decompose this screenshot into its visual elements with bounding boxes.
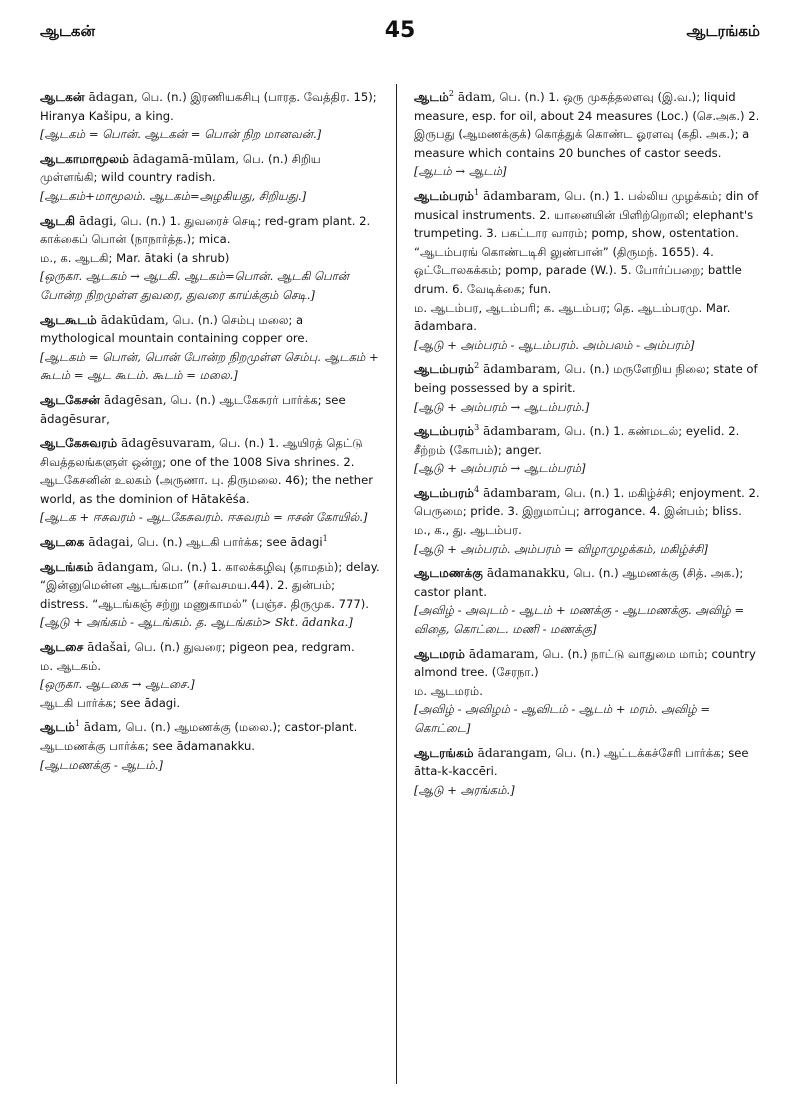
transliteration: ādam, bbox=[83, 720, 122, 735]
definition: பெ. (n.) நாட்டு வாதுமை மாம்; country almond tree. (சேரநா.) bbox=[414, 646, 756, 680]
definition: பெ. (n.) 1. கண்மடல்; eyelid. 2. சீற்றம் (கோபம்); anger. bbox=[414, 424, 740, 457]
cognates: ம. ஆடமரம். bbox=[414, 683, 483, 698]
headword: ஆடகாமாமூலம் bbox=[40, 151, 129, 166]
transliteration: ādamaram, bbox=[468, 646, 539, 661]
headword: ஆடசை bbox=[40, 640, 84, 655]
dictionary-entry bbox=[414, 645, 762, 738]
transliteration: ādagēsan, bbox=[104, 392, 167, 407]
transliteration: ādamanakku, bbox=[486, 566, 570, 581]
transliteration: ādakūdam, bbox=[100, 312, 169, 327]
definition: பெ. (n.) 1. ஒரு முகத்தலளவு (இ.வ.); liquid measure, esp. for oil, about 24 measures (Loc.) (செ.அக.) 2. இருபது (ஆமணக்குக்) கொத்துக் கொண்ட ஓரளவு (கதி. அக.); a measure which contains 20 bunches of castor seeds. bbox=[414, 90, 760, 160]
dictionary-entry: ஆடம்பரம்$^1$ ādambaram, பெ. (n.) 1. பல்லிய முழக்கம்; din of musical instruments. 2. யானையின் பிளிற்றொலி; elephant's trumpeting. 3. பகட்டார வாரம்; pomp, show, ostentation. “ஆடம்பரங் கொண்டடிசி லுண்பான்” (திருமந். 1655). 4. ஒட்டோலகக்கம்; pomp, parade (W.). 5. போர்ப்பறை; battle drum. 6. வேடிக்கை; fun. ம. ஆடம்பர, ஆடம்பரி; க. ஆடம்பர; தெ. ஆடம்பரமு. Mar. ādambara. [ஆடு + அம்பரம் - ஆடம்பரம். அம்பலம் - அம்பரம்] bbox=[414, 187, 762, 354]
etymology: [ஆடு + அரங்கம்.] bbox=[414, 782, 515, 797]
definition: பெ. (n.) 1. மகிழ்ச்சி; enjoyment. 2. பெருமை; pride. 3. இறுமாப்பு; arrogance. 4. இன்பம்; bliss. bbox=[414, 485, 760, 519]
transliteration: ādambaram, bbox=[483, 362, 561, 377]
headword: ஆடம்பரம் bbox=[414, 362, 475, 377]
transliteration: ādagamā-mūlam, bbox=[132, 151, 240, 166]
etymology: [ஆடம் → ஆடம்] bbox=[414, 164, 507, 179]
dictionary-entry bbox=[40, 311, 380, 385]
transliteration: ādagēsuvaram, bbox=[121, 436, 216, 451]
etymology: [அவிழ் - அவிழம் - ஆவிடம் - ஆடம் + மரம். அவிழ் = கொட்டை] bbox=[414, 702, 711, 735]
right-column bbox=[414, 88, 762, 1088]
definition: பெ. (n.) 1. துவரைச் செடி; red-gram plant. 2. காக்கைப் பொன் (நாநார்த்த.); mica. bbox=[40, 213, 371, 247]
transliteration: ādagai, bbox=[88, 535, 134, 550]
definition: பெ. (n.) 1. காலக்கழிவு (தாமதம்); delay. “இன்னுமென்ன ஆடங்கமா” (சர்வசமய.44). 2. துன்பம்; distress. “ஆடங்கஞ் சற்று மணுகாமல்” (பஞ்ச. திருமுக. 777). bbox=[40, 559, 380, 611]
dictionary-entry: ஆடம்பரம்$^2$ ādambaram, பெ. (n.) மருளேறிய நிலை; state of being possessed by a spirit. [ஆடு + அம்பரம் → ஆடம்பரம்.] bbox=[414, 360, 762, 416]
transliteration: ādagi, bbox=[78, 213, 117, 228]
headword: ஆடகன் bbox=[40, 90, 85, 104]
dictionary-entry: ஆடம்பரம்$^4$ ādambaram, பெ. (n.) 1. மகிழ்ச்சி; enjoyment. 2. பெருமை; pride. 3. இறுமாப்பு; arrogance. 4. இன்பம்; bliss. ம., க., து. ஆடம்பர. [ஆடு + அம்பரம். அம்பரம் = விழாமுழக்கம், மகிழ்ச்சி] bbox=[414, 484, 762, 558]
definition: பெ. (n.) இரணியகசிபு (பாரத. வேத்திர. 15); Hiranya Kašipu, a king. bbox=[40, 90, 377, 123]
cognates: ம., க. ஆடகி; Mar. ātaki (a shrub) bbox=[40, 250, 230, 265]
headword: ஆடகை bbox=[40, 535, 85, 550]
headword: ஆடகி bbox=[40, 213, 76, 228]
definition: பெ. (n.) மருளேறிய நிலை; state of being possessed by a spirit. bbox=[414, 362, 758, 395]
definition: பெ. (n.) சிறிய முள்ளங்கி; wild country radish. bbox=[40, 151, 321, 185]
etymology: [ஆடக + ஈசுவரம் - ஆடகேசுவரம். ஈசுவரம் = ஈசன் கோயில்.] bbox=[40, 510, 368, 525]
etymology: [ஆடு + அம்பரம் → ஆடம்பரம்.] bbox=[414, 399, 590, 414]
etymology: [ஆடு + அம்பரம் → ஆடம்பரம்] bbox=[414, 461, 586, 476]
cognates: ம. ஆடகம். bbox=[40, 658, 102, 673]
transliteration: ādangam, bbox=[97, 559, 158, 574]
dictionary-entry bbox=[414, 744, 762, 800]
etymology: [ஒருகா. ஆடகை → ஆடசை.] bbox=[40, 677, 195, 692]
headword: ஆடகேசுவரம் bbox=[40, 436, 118, 451]
transliteration: ādarangam, bbox=[477, 745, 552, 760]
headword: ஆடம் bbox=[414, 90, 449, 104]
headword: ஆடகேசன் bbox=[40, 392, 101, 407]
dictionary-entry bbox=[40, 150, 380, 206]
running-header bbox=[40, 18, 760, 52]
headword: ஆடம்பரம் bbox=[414, 188, 475, 203]
column-divider bbox=[396, 84, 397, 1084]
dictionary-entry bbox=[40, 558, 380, 632]
definition: பெ. (n.) ஆமணக்கு (மலை.); castor-plant. bbox=[125, 720, 358, 735]
definition: பெ. (n.) ஆடகேசுரர் பார்க்க; see ādagēsurar, bbox=[40, 392, 346, 426]
transliteration: ādambaram, bbox=[483, 485, 561, 500]
etymology: [ஆடகம் = பொன். ஆடகன் = பொன் நிற மானவன்.] bbox=[40, 127, 322, 142]
headword: ஆடகூடம் bbox=[40, 312, 97, 327]
headword: ஆடம்பரம் bbox=[414, 424, 475, 439]
etymology: [ஆடு + அங்கம் - ஆடங்கம். த. ஆடங்கம்> Skt. ādanka.] bbox=[40, 615, 353, 630]
definition: பெ. (n.) ஆட்டக்கச்சேரி பார்க்க; see ātta-k-kaccēri. bbox=[414, 745, 749, 779]
transliteration: ādagan, bbox=[88, 90, 138, 104]
etymology: [ஆடு + அம்பரம் - ஆடம்பரம். அம்பலம் - அம்பரம்] bbox=[414, 337, 695, 352]
definition: பெ. (n.) 1. பல்லிய முழக்கம்; din of musical instruments. 2. யானையின் பிளிற்றொலி; elephant's trumpeting. 3. பகட்டார வாரம்; pomp, show, ostentation. “ஆடம்பரங் கொண்டடிசி லுண்பான்” (திருமந். 1655). 4. ஒட்டோலகக்கம்; pomp, parade (W.). 5. போர்ப்பறை; battle drum. 6. வேடிக்கை; fun. bbox=[414, 188, 759, 296]
definition: பெ. (n.) ஆடகி பார்க்க; see ādagi bbox=[137, 535, 323, 550]
dictionary-entry: ஆடம்பரம்$^3$ ādambaram, பெ. (n.) 1. கண்மடல்; eyelid. 2. சீற்றம் (கோபம்); anger. [ஆடு + அம்பரம் → ஆடம்பரம்] bbox=[414, 422, 762, 478]
etymology: [ஒருகா. ஆடகம் → ஆடகி. ஆடகம்=பொன். ஆடகி பொன் போன்ற நிறமுள்ள துவரை, துவரை காய்க்கும் செடி.] bbox=[40, 269, 350, 302]
etymology: [ஆடமணக்கு - ஆடம்.] bbox=[40, 757, 163, 772]
cognates: ம., க., து. ஆடம்பர. bbox=[414, 523, 522, 538]
dictionary-entry bbox=[40, 391, 380, 428]
header-first-word: ஆடகன் bbox=[40, 22, 96, 40]
dictionary-entry bbox=[40, 212, 380, 305]
headword: ஆடங்கம் bbox=[40, 559, 94, 574]
headword: ஆடமரம் bbox=[414, 646, 466, 661]
etymology: [ஆடு + அம்பரம். அம்பரம் = விழாமுழக்கம், மகிழ்ச்சி] bbox=[414, 541, 708, 556]
page-number: 45 bbox=[384, 18, 416, 43]
dictionary-entry bbox=[414, 564, 762, 638]
etymology: [ஆடகம்+மாமூலம். ஆடகம்=அழகியது, சிறியது.] bbox=[40, 188, 307, 203]
etymology: [ஆடகம் = பொன், பொன் போன்ற நிறமுள்ள செம்பு. ஆடகம் + கூடம் = ஆட கூடம். கூடம் = மலை.] bbox=[40, 349, 379, 383]
cross-reference: ஆடமணக்கு பார்க்க; see ādamanakku. bbox=[40, 739, 255, 753]
dictionary-entry bbox=[40, 88, 380, 144]
headword: ஆடமணக்கு bbox=[414, 566, 483, 581]
dictionary-entry bbox=[40, 434, 380, 527]
left-column bbox=[40, 88, 380, 1088]
definition: பெ. (n.) துவரை; pigeon pea, redgram. bbox=[134, 640, 355, 655]
transliteration: ādambaram, bbox=[483, 424, 561, 439]
transliteration: ādam, bbox=[457, 90, 496, 104]
definition: பெ. (n.) செம்பு மலை; a mythological mountain containing copper ore. bbox=[40, 312, 309, 346]
etymology: [அவிழ் - அவுடம் - ஆடம் + மணக்கு - ஆடமணக்கு. அவிழ் = விதை, கொட்டை. மணி - மணக்கு] bbox=[414, 603, 745, 637]
headword: ஆடரங்கம் bbox=[414, 745, 474, 760]
headword: ஆடம்பரம் bbox=[414, 485, 475, 500]
dictionary-entry: ஆடகை ādagai, பெ. (n.) ஆடகி பார்க்க; see ādagi$^1$ bbox=[40, 534, 328, 550]
headword: ஆடம் bbox=[40, 720, 75, 735]
dictionary-entry: ஆடம்$^2$ ādam, பெ. (n.) 1. ஒரு முகத்தலளவு (இ.வ.); liquid measure, esp. for oil, about 24 measures (Loc.) (செ.அக.) 2. இருபது (ஆமணக்குக்) கொத்துக் கொண்ட ஓரளவு (கதி. அக.); a measure which contains 20 bunches of castor seeds. [ஆடம் → ஆடம்] bbox=[414, 88, 762, 181]
dictionary-entry: ஆடம்$^1$ ādam, பெ. (n.) ஆமணக்கு (மலை.); castor-plant. ஆடமணக்கு பார்க்க; see ādamanakku. [ஆடமணக்கு - ஆடம்.] bbox=[40, 718, 380, 774]
cross-reference: ஆடகி பார்க்க; see ādagi. bbox=[40, 695, 181, 710]
cognates: ம. ஆடம்பர, ஆடம்பரி; க. ஆடம்பர; தெ. ஆடம்பரமு. Mar. ādambara. bbox=[414, 300, 731, 334]
transliteration: ādambaram, bbox=[483, 188, 561, 203]
transliteration: ādašai, bbox=[87, 640, 131, 655]
header-last-word: ஆடரங்கம் bbox=[686, 22, 760, 40]
definition: பெ. (n.) ஆமணக்கு (சித். அக.); castor plant. bbox=[414, 566, 744, 599]
dictionary-entry bbox=[40, 638, 380, 712]
definition: பெ. (n.) 1. ஆயிரத் தெட்டு சிவத்தலங்களுள் ஒன்று; one of the 1008 Siva shrines. 2. ஆடகேசனின் உலகம் (அருணா. பு. திருமலை. 46); the nether world, as the dominion of Hātakēśa. bbox=[40, 436, 374, 506]
